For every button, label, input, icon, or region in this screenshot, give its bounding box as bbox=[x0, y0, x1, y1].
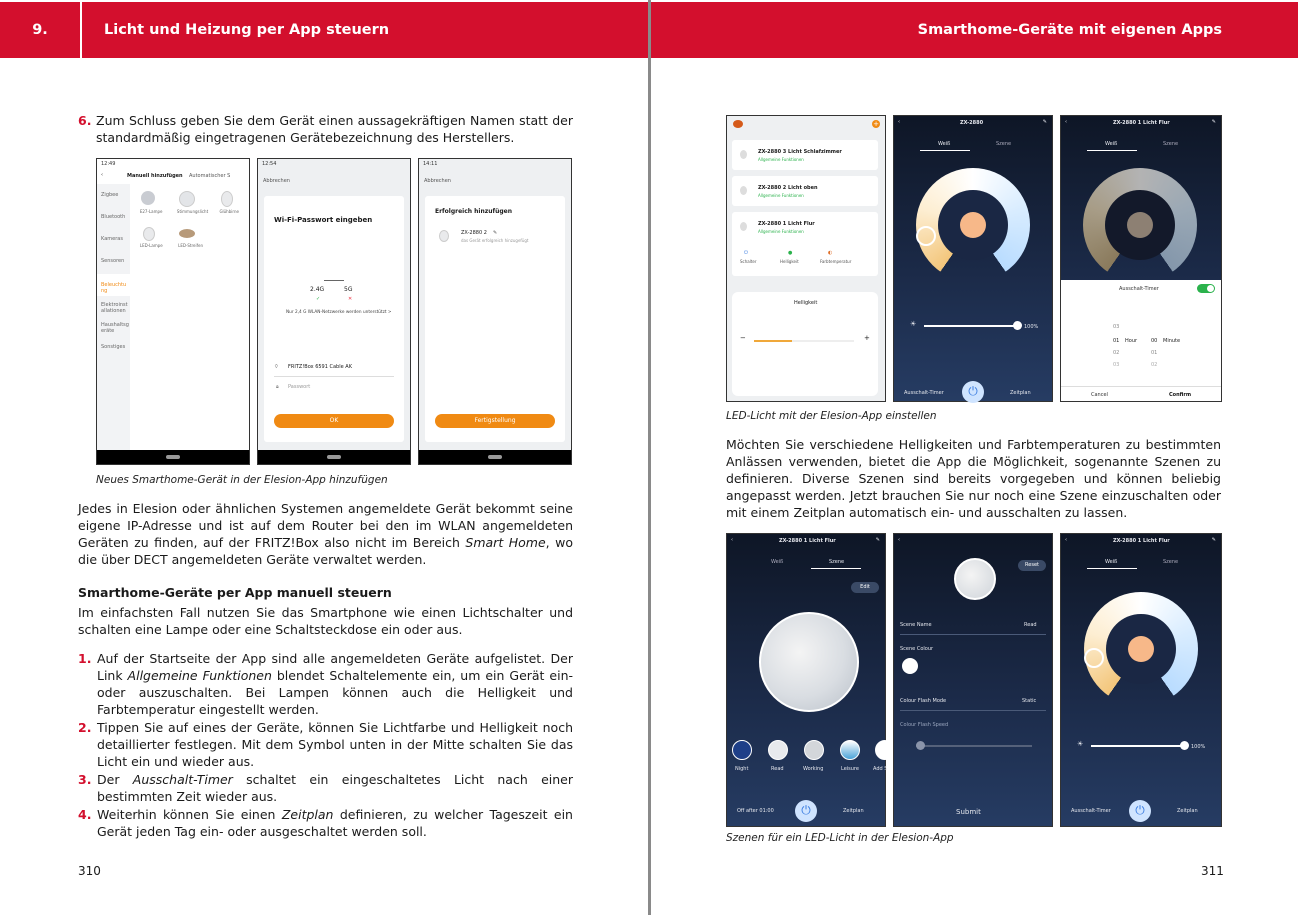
device-name: ZX-2880 2 Licht oben bbox=[758, 185, 818, 191]
edit-scene-button[interactable] bbox=[851, 582, 879, 593]
category-item-selected[interactable] bbox=[97, 274, 130, 296]
wifi-title: Wi-Fi-Passwort eingeben bbox=[274, 216, 373, 224]
scene-label: Leisure bbox=[841, 766, 859, 772]
step-6 bbox=[78, 112, 573, 146]
step-3 bbox=[78, 771, 573, 805]
password-field[interactable]: Passwort bbox=[288, 384, 311, 390]
category-item[interactable]: Elektroinstallationen bbox=[101, 302, 128, 314]
brightness-slider[interactable] bbox=[1091, 745, 1185, 747]
device-label: LED-Lampe bbox=[139, 243, 163, 249]
device-name: ZX-2880 1 Licht Flur bbox=[758, 221, 815, 227]
timer-sheet bbox=[1061, 280, 1221, 401]
sun-icon: ☀ bbox=[910, 320, 917, 328]
hour-option[interactable]: 02 bbox=[1113, 350, 1120, 356]
add-icon[interactable]: + bbox=[873, 120, 879, 128]
back-icon[interactable]: ‹ bbox=[1065, 119, 1067, 125]
brightness-pct: 100% bbox=[1191, 744, 1206, 750]
step-4 bbox=[78, 806, 573, 840]
brightness-pct: 100% bbox=[1024, 324, 1039, 330]
cancel-link[interactable]: Abbrechen bbox=[424, 178, 451, 184]
hour-label: Hour bbox=[1125, 338, 1138, 344]
lock-icon: 🔒︎ bbox=[276, 384, 279, 390]
divider bbox=[900, 710, 1046, 711]
step-emphasis: Allgemeine Funktionen bbox=[127, 668, 272, 683]
minute-option[interactable]: 02 bbox=[1151, 362, 1158, 368]
tab-indicator bbox=[1087, 568, 1137, 569]
screen-title: Manuell hinzufügen bbox=[127, 173, 183, 179]
category-label: Beleuchtung bbox=[101, 282, 127, 294]
minus-button[interactable]: − bbox=[740, 334, 746, 342]
center-bulb-icon bbox=[960, 212, 986, 238]
brightness-slider[interactable] bbox=[754, 340, 854, 342]
figure-caption: Szenen für ein LED-Licht in der Elesion-App bbox=[726, 832, 954, 844]
brightness-icon[interactable]: ● bbox=[788, 250, 793, 256]
control-label: Farbtemperatur bbox=[820, 259, 852, 265]
phone-manual-add bbox=[96, 158, 250, 465]
cancel-link[interactable]: Abbrechen bbox=[263, 178, 290, 184]
device-card[interactable] bbox=[732, 176, 878, 206]
phone-device-list bbox=[726, 115, 886, 402]
submit-button[interactable]: Submit bbox=[956, 808, 981, 816]
screen-title: ZX-2880 1 Licht Flur bbox=[1113, 538, 1170, 544]
ring-knob[interactable] bbox=[1084, 648, 1104, 668]
tab-white[interactable]: Weiß bbox=[1105, 559, 1118, 565]
success-card bbox=[425, 196, 565, 442]
steps-list bbox=[78, 650, 573, 841]
step-emphasis: Ausschalt-Timer bbox=[132, 772, 233, 787]
step-2 bbox=[78, 719, 573, 770]
flash-mode-value[interactable]: Static bbox=[1022, 698, 1037, 704]
tab-scene[interactable]: Szene bbox=[829, 559, 845, 565]
scene-name-value[interactable]: Read bbox=[1024, 622, 1037, 628]
flash-mode-label: Colour Flash Mode bbox=[900, 698, 947, 704]
scene-label: Add S bbox=[873, 766, 888, 772]
device-sub[interactable]: Allgemeine Funktionen bbox=[758, 157, 804, 163]
status-bar: 14:11 bbox=[423, 161, 438, 167]
category-item[interactable]: Haushaltsgeräte bbox=[101, 322, 129, 334]
ok-button[interactable]: OK bbox=[274, 414, 394, 428]
bulb-icon bbox=[740, 222, 747, 231]
center-bulb-icon bbox=[1128, 636, 1154, 662]
step-text: blendet Schaltelemente ein, um ein Gerät ein- oder auszuschalten. Bei Lampen können auch die Helligkeit und Farbtemperatur eingestellt werden. bbox=[97, 668, 573, 717]
android-navbar bbox=[419, 450, 571, 464]
step-text: Tippen Sie auf eines der Geräte, können Sie Lichtfarbe und Helligkeit noch detaillierter festlegen. Mit dem Symbol unten in der Mitte schalten Sie das Licht ein und wieder aus. bbox=[97, 720, 573, 769]
category-item[interactable]: Zigbee bbox=[101, 192, 119, 198]
tab-scene[interactable]: Szene bbox=[1163, 559, 1179, 565]
tab-indicator bbox=[1087, 150, 1137, 151]
ssid-field[interactable]: FRITZ!Box 6591 Cable AK bbox=[288, 364, 352, 370]
category-sidebar bbox=[97, 184, 130, 450]
sun-icon: ☀ bbox=[1077, 740, 1084, 748]
page-number: 311 bbox=[1201, 864, 1224, 878]
tab-white[interactable]: Weiß bbox=[1105, 141, 1118, 147]
scene-image bbox=[954, 558, 996, 600]
step-text: schaltet ein eingeschaltetes Licht nach einer bestimmten Zeit wieder aus. bbox=[97, 772, 573, 804]
scene-working[interactable] bbox=[804, 740, 824, 760]
wifi-icon: ⌔ bbox=[274, 364, 279, 370]
page-number: 310 bbox=[78, 864, 101, 878]
device-label: Glühbirne bbox=[219, 209, 239, 215]
scene-name-label: Scene Name bbox=[900, 622, 932, 628]
hour-option[interactable]: 03 bbox=[1113, 324, 1120, 330]
phone-white-ring bbox=[893, 115, 1053, 402]
band-24: 2.4G bbox=[310, 286, 325, 293]
para-text: , wo die über DECT angemeldeten Geräte verwaltet werden. bbox=[78, 535, 573, 567]
edit-icon[interactable]: ✎ bbox=[875, 537, 880, 543]
schedule-button[interactable]: Zeitplan bbox=[1177, 808, 1198, 814]
auto-scan-link[interactable]: Automatischer S bbox=[189, 173, 231, 179]
phone-white-ring-2 bbox=[1060, 533, 1222, 827]
screen-title: ZX-2880 1 Licht Flur bbox=[779, 538, 836, 544]
power-button[interactable] bbox=[962, 381, 984, 403]
device-sub[interactable]: Allgemeine Funktionen bbox=[758, 193, 804, 199]
device-label: E27-Lampe bbox=[139, 209, 163, 215]
brightness-slider[interactable] bbox=[924, 325, 1018, 327]
tab-indicator bbox=[811, 568, 861, 569]
slider-fill bbox=[754, 340, 792, 342]
router-icon bbox=[324, 266, 344, 281]
wifi-card bbox=[264, 196, 404, 442]
category-item[interactable]: Sensoren bbox=[101, 258, 125, 264]
tab-white[interactable]: Weiß bbox=[938, 141, 951, 147]
divider bbox=[274, 376, 394, 377]
back-icon[interactable]: ‹ bbox=[898, 119, 900, 125]
success-title: Erfolgreich hinzufügen bbox=[435, 208, 513, 215]
schedule-button[interactable]: Zeitplan bbox=[1010, 390, 1031, 396]
scene-add[interactable] bbox=[875, 740, 895, 760]
step-number: 2. bbox=[78, 720, 92, 735]
section-heading: Smarthome-Geräte per App manuell steuern bbox=[78, 585, 392, 600]
left-page bbox=[0, 0, 648, 915]
device-name: ZX-2880 2 bbox=[461, 230, 487, 236]
step-number: 1. bbox=[78, 651, 92, 666]
section-title: Smarthome-Geräte mit eigenen Apps bbox=[917, 22, 1222, 38]
power-button[interactable] bbox=[1129, 800, 1151, 822]
avatar[interactable] bbox=[733, 120, 743, 128]
wifi-note[interactable]: Nur 2,4 G WLAN-Netzwerke werden unterstützt > bbox=[286, 309, 392, 315]
section-header bbox=[651, 2, 1298, 58]
scene-read[interactable] bbox=[768, 740, 788, 760]
minute-selected[interactable]: 00 bbox=[1151, 338, 1158, 344]
color-temp-icon[interactable]: ◐ bbox=[828, 250, 833, 256]
scene-colour-label: Scene Colour bbox=[900, 646, 934, 652]
edit-icon[interactable]: ✎ bbox=[493, 230, 498, 236]
back-icon[interactable]: ‹ bbox=[101, 172, 103, 178]
screen-title: ZX-2880 bbox=[960, 120, 984, 126]
status-bar: 12:54 bbox=[262, 161, 277, 167]
flash-speed-label: Colour Flash Speed bbox=[900, 722, 949, 728]
scene-image bbox=[759, 612, 859, 712]
scene-night[interactable] bbox=[732, 740, 752, 760]
phone-success bbox=[418, 158, 572, 465]
minute-label: Minute bbox=[1163, 338, 1181, 344]
band-5: 5G bbox=[344, 286, 353, 293]
reset-button[interactable] bbox=[1018, 560, 1046, 571]
device-label: LED-Streifen bbox=[178, 243, 204, 249]
phone-timer bbox=[1060, 115, 1222, 402]
back-icon[interactable]: ‹ bbox=[898, 537, 900, 543]
step-text: Auf der Startseite der App sind alle angemeldeten Geräte aufgelistet. Der Link bbox=[97, 651, 573, 683]
device-card-expanded[interactable] bbox=[732, 212, 878, 276]
paragraph-ip bbox=[78, 500, 573, 568]
finish-button[interactable]: Fertigstellung bbox=[435, 414, 555, 428]
schedule-button[interactable]: Zeitplan bbox=[843, 808, 864, 814]
edit-icon[interactable]: ✎ bbox=[1211, 537, 1216, 543]
success-note: das Gerät erfolgreich hinzugefügt bbox=[461, 238, 529, 244]
control-label: Helligkeit bbox=[780, 259, 799, 265]
power-button[interactable] bbox=[795, 800, 817, 822]
step-number: 3. bbox=[78, 772, 92, 787]
edit-label: Edit bbox=[860, 584, 870, 590]
back-icon[interactable]: ‹ bbox=[731, 537, 733, 543]
plus-button[interactable]: + bbox=[864, 334, 870, 342]
tab-scene[interactable]: Szene bbox=[996, 141, 1012, 147]
step-number: 4. bbox=[78, 807, 92, 822]
screen-title: ZX-2880 1 Licht Flur bbox=[1113, 120, 1170, 126]
tab-scene[interactable]: Szene bbox=[1163, 141, 1179, 147]
category-item[interactable]: Bluetooth bbox=[101, 214, 126, 220]
divider bbox=[1061, 386, 1221, 387]
bulb-icon bbox=[740, 150, 747, 159]
device-card[interactable] bbox=[732, 140, 878, 170]
device-sub[interactable]: Allgemeine Funktionen bbox=[758, 229, 804, 235]
device-led-icon[interactable] bbox=[143, 227, 155, 241]
step-text: Der bbox=[97, 772, 133, 787]
step-6-text: Zum Schluss geben Sie dem Gerät einen aussagekräftigen Namen statt der standardmäßig eingetragenen Gerätebezeichnung des Herstellers. bbox=[96, 113, 573, 145]
scene-colour-swatch[interactable] bbox=[902, 658, 918, 674]
scene-leisure[interactable] bbox=[840, 740, 860, 760]
android-navbar bbox=[97, 450, 249, 464]
phone-wifi-password bbox=[257, 158, 411, 465]
category-item[interactable]: Sonstiges bbox=[101, 344, 126, 350]
step-emphasis: Zeitplan bbox=[281, 807, 334, 822]
control-label: Schalter bbox=[740, 259, 757, 265]
confirm-button[interactable]: Confirm bbox=[1169, 392, 1192, 398]
speed-slider[interactable] bbox=[916, 745, 1032, 747]
step-text: definieren, zu welcher Tageszeit ein Gerät jeden Tag ein- oder ausgeschaltet werden soll. bbox=[97, 807, 573, 839]
center-bulb-icon bbox=[1127, 212, 1153, 238]
sheet-title: Ausschalt-Timer bbox=[1119, 286, 1159, 292]
device-e27-icon[interactable] bbox=[141, 191, 155, 205]
scene-label: Night bbox=[735, 766, 749, 772]
brightness-panel bbox=[732, 292, 878, 396]
edit-icon[interactable]: ✎ bbox=[1042, 119, 1047, 125]
divider bbox=[900, 634, 1046, 635]
chapter-title: Licht und Heizung per App steuern bbox=[104, 22, 390, 38]
timer-button[interactable]: Ausschalt-Timer bbox=[904, 390, 944, 396]
scene-label: Read bbox=[771, 766, 784, 772]
category-item[interactable]: Kameras bbox=[101, 236, 123, 242]
paragraph-scenes: Möchten Sie verschiedene Helligkeiten und Farbtemperaturen zu bestimmten Anlässen verwenden, bietet die App die Möglichkeit, sogenannte Szenen zu definieren. Diverse Szenen sind bereits vorgegeben und können beliebig angepasst werden. Jetzt brauchen Sie nur noch eine Szene einzuschalten oder mit einem Zeitplan automatisch ein- und ausschalten zu lassen. bbox=[726, 437, 1221, 520]
device-bulb-icon[interactable] bbox=[221, 191, 233, 207]
right-page bbox=[651, 0, 1298, 915]
status-bar: 12:49 bbox=[101, 161, 116, 167]
para-emphasis: Smart Home bbox=[465, 535, 546, 550]
step-6-number: 6. bbox=[78, 113, 92, 128]
reset-label: Reset bbox=[1025, 562, 1039, 568]
timer-button[interactable]: Ausschalt-Timer bbox=[1071, 808, 1111, 814]
slider-knob[interactable] bbox=[1013, 321, 1022, 330]
device-strip-icon[interactable] bbox=[179, 229, 195, 238]
chapter-header bbox=[0, 2, 648, 58]
power-icon[interactable]: ⏻ bbox=[744, 250, 748, 256]
check-icon: ✓ bbox=[316, 296, 321, 302]
step-text: Weiterhin können Sie einen bbox=[97, 807, 282, 822]
panel-title: Helligkeit bbox=[794, 300, 818, 306]
phone-scene-edit bbox=[893, 533, 1053, 827]
phone-scenes bbox=[726, 533, 886, 827]
step-1 bbox=[78, 650, 573, 718]
hour-option[interactable]: 03 bbox=[1113, 362, 1120, 368]
chapter-number: 9. bbox=[0, 2, 82, 58]
scene-label: Working bbox=[803, 766, 824, 772]
cancel-button[interactable]: Cancel bbox=[1091, 392, 1108, 398]
slider-knob[interactable] bbox=[1180, 741, 1189, 750]
para-text: Jedes in Elesion oder ähnlichen Systemen angemeldete Gerät bekommt seine eigene IP-Adresse und ist auf dem Router bei den im WLAN angemeldeten Geräten zu finden, auf der FRITZ!Box also nicht im Bereich bbox=[78, 501, 573, 550]
android-navbar bbox=[258, 450, 410, 464]
paragraph-intro: Im einfachsten Fall nutzen Sie das Smartphone wie einen Lichtschalter und schalten eine Lampe oder eine Schaltsteckdose ein oder aus. bbox=[78, 605, 573, 637]
minute-option[interactable]: 01 bbox=[1151, 350, 1158, 356]
bulb-icon bbox=[439, 230, 449, 242]
figure-caption: Neues Smarthome-Gerät in der Elesion-App hinzufügen bbox=[96, 474, 388, 486]
device-mood-icon[interactable] bbox=[179, 191, 195, 207]
device-label: Stimmungslicht bbox=[176, 209, 209, 215]
bulb-icon bbox=[740, 186, 747, 195]
device-name: ZX-2880 3 Licht Schlafzimmer bbox=[758, 149, 842, 155]
timer-toggle[interactable] bbox=[1197, 284, 1215, 293]
tab-indicator bbox=[920, 150, 970, 151]
off-timer-button[interactable]: Off after 01:00 bbox=[737, 808, 774, 814]
tab-white[interactable]: Weiß bbox=[771, 559, 784, 565]
figure-caption: LED-Licht mit der Elesion-App einstellen bbox=[726, 410, 937, 422]
back-icon[interactable]: ‹ bbox=[1065, 537, 1067, 543]
edit-icon[interactable]: ✎ bbox=[1211, 119, 1216, 125]
cross-icon: ✕ bbox=[348, 296, 353, 302]
hour-selected[interactable]: 01 bbox=[1113, 338, 1120, 344]
ring-knob[interactable] bbox=[916, 226, 936, 246]
